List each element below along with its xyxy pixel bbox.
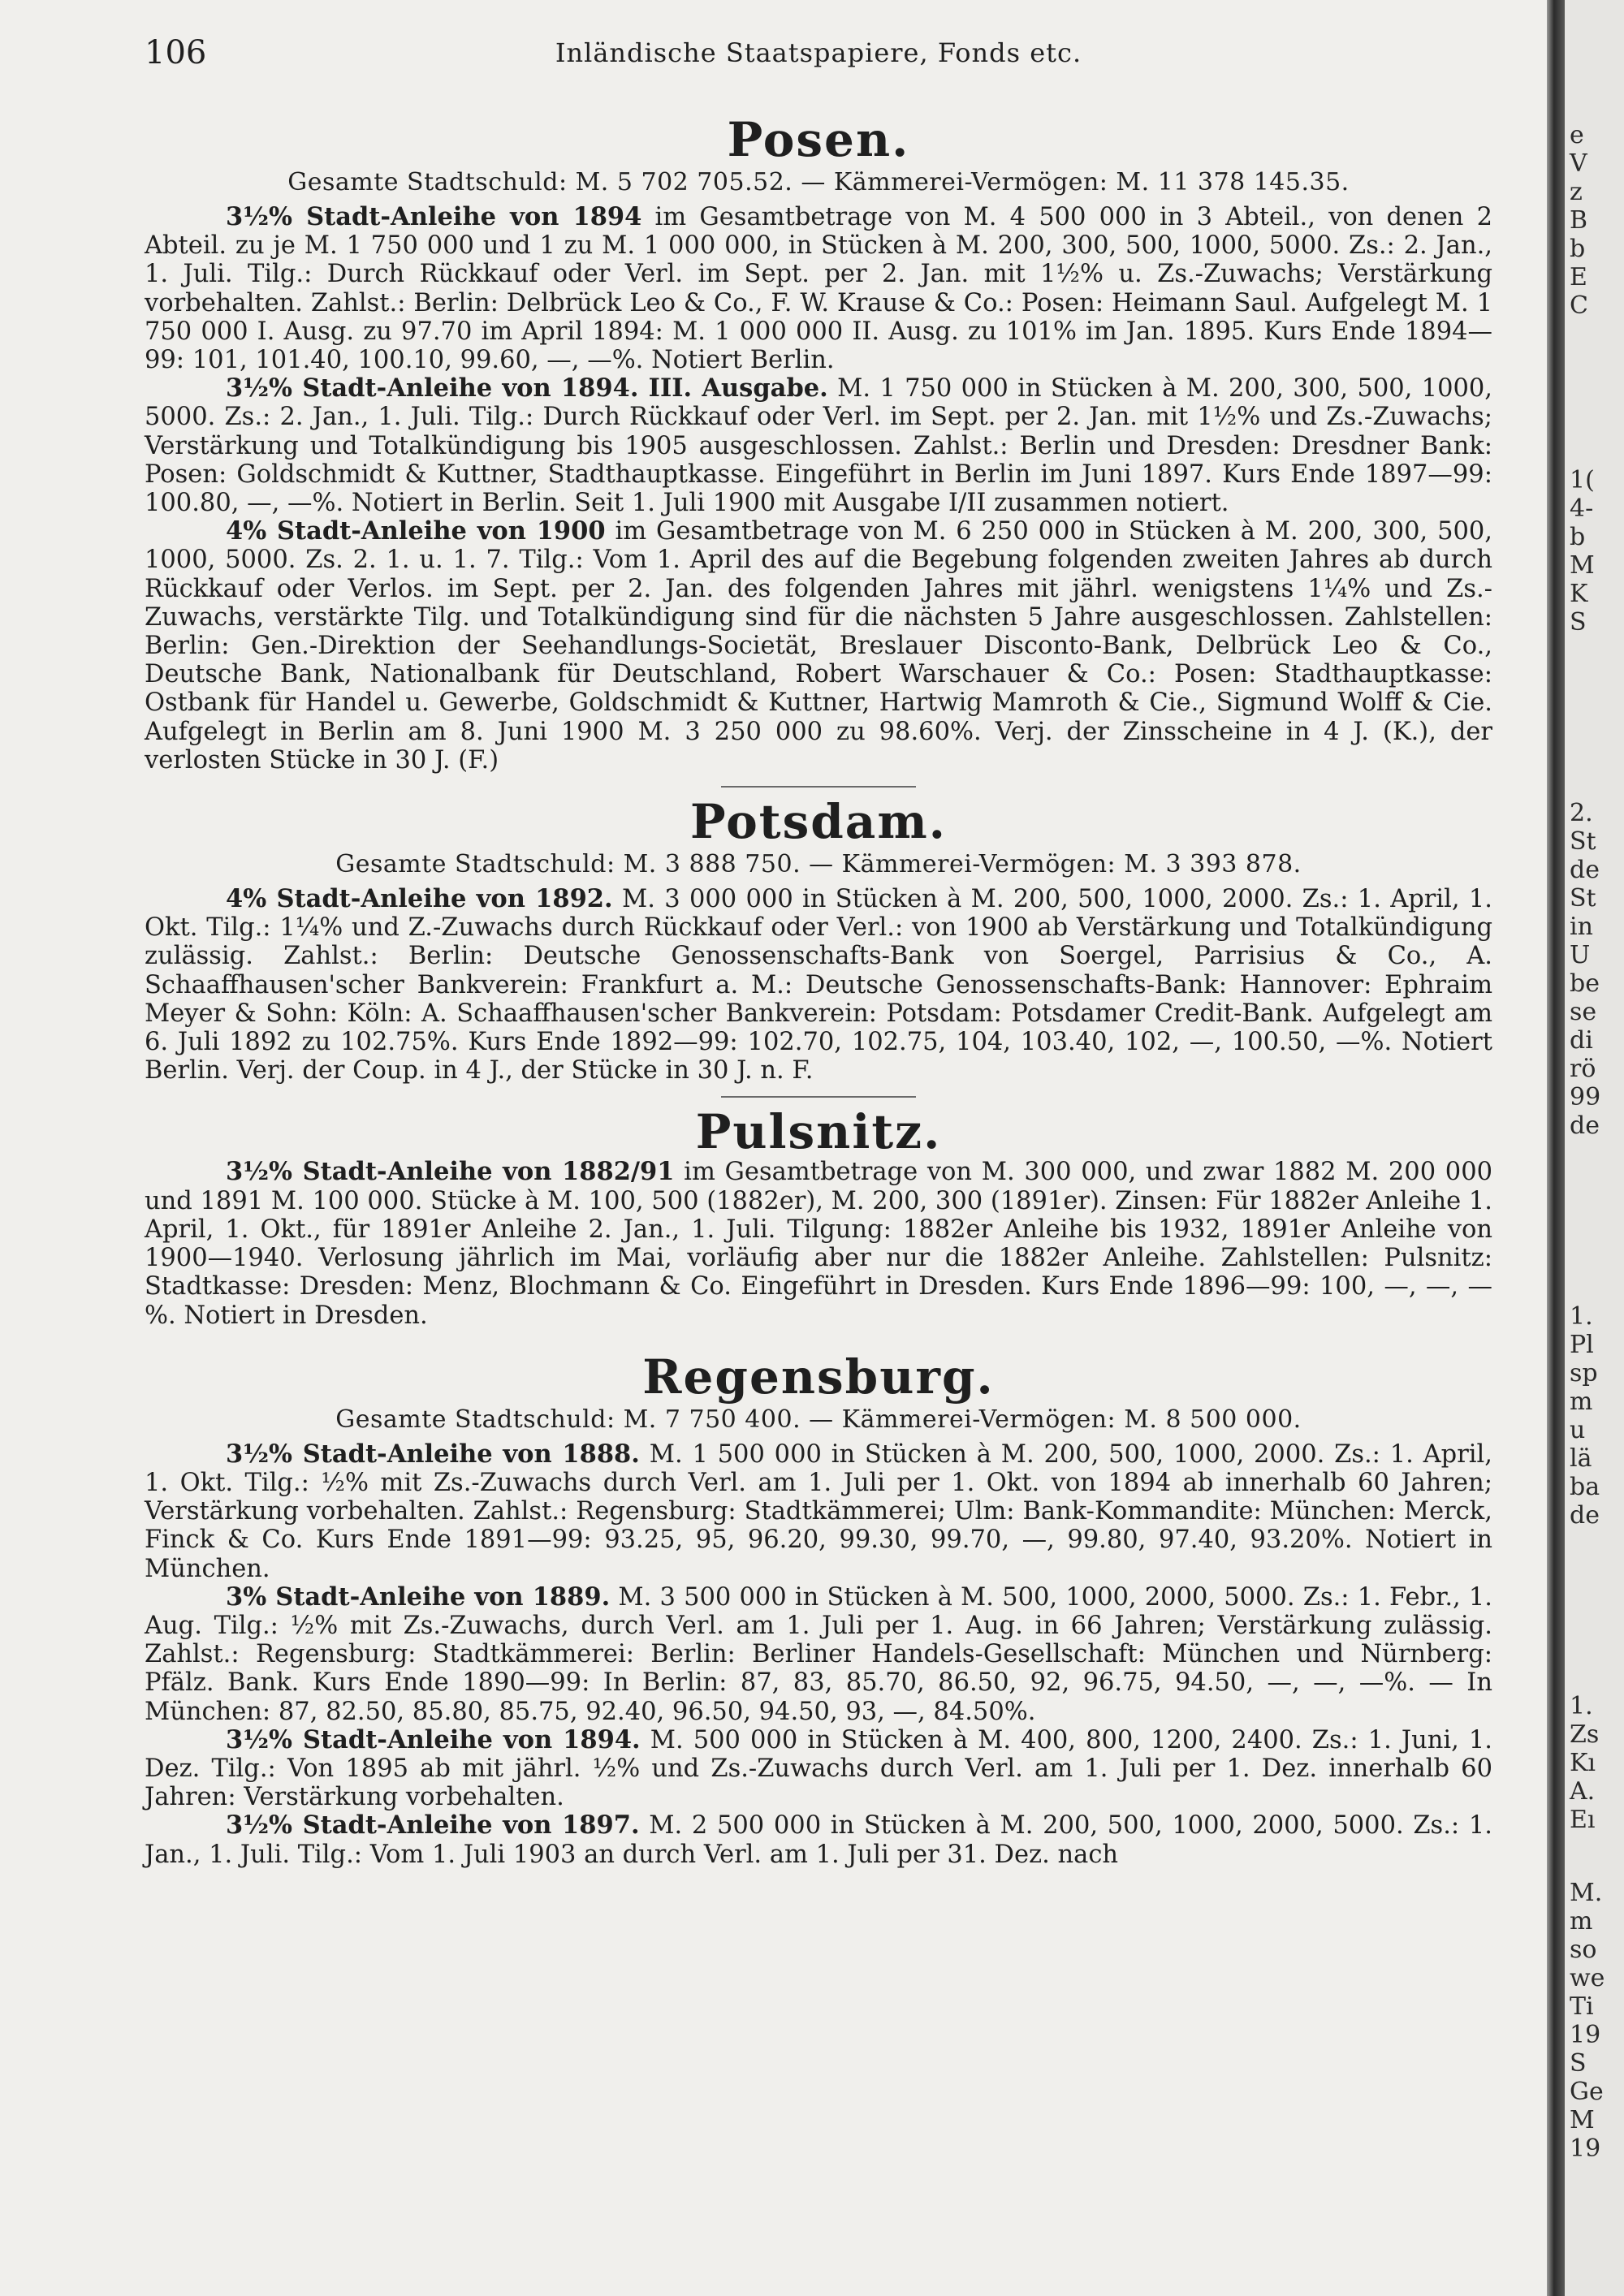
adjacent-page-fragment: we [1570, 1964, 1605, 1992]
adjacent-page-fragment: S [1570, 608, 1587, 637]
adjacent-page-fragment: lä [1570, 1444, 1592, 1473]
city-heading: Regensburg. [642, 1349, 995, 1405]
adjacent-page-fragment: 2. [1570, 799, 1593, 827]
adjacent-page-fragment: in [1570, 913, 1593, 941]
city-heading: Pulsnitz. [695, 1104, 942, 1160]
adjacent-page-fragment: Eı [1570, 1806, 1596, 1834]
adjacent-page-fragment: C [1570, 291, 1588, 320]
section-regensburg [145, 1351, 1492, 1869]
bond-entry [145, 1811, 1492, 1868]
bond-details: im Gesamtbetrage von M. 6 250 000 in Stücken à M. 200, 300, 500, 1000, 5000. Zs. 2. 1. u. 1. 7. Tilg.: Vom 1. April des auf die Begebung folgenden zweiten Jahres ab durch Rückkauf oder Verlos. im Sept. per 2. Jan. des folgenden Jahres mit jährl. wenigstens 1¼% und Zs.-Zuwachs, verstärkte Tilg. und Totalkündigung sind für die nächsten 5 Jahre ausgeschlossen. Zahlstellen: Berlin: Gen.-Direktion der Seehandlungs-Societät, Breslauer Disconto-Bank, Delbrück Leo & Co., Deutsche Bank, Nationalbank für Deutschland, Robert Warschauer & Co.: Posen: Stadthauptkasse: Ostbank für Handel u. Gewerbe, Goldschmidt & Kuttner, Hartwig Mamroth & Cie., Sigmund Wolff & Cie. Aufgelegt in Berlin am 8. Juni 1900 M. 3 250 000 zu 98.60%. Verj. der Zinsscheine in 4 J. (K.), der verlosten Stücke in 30 J. (F.) [145, 517, 1492, 775]
city-heading: Potsdam. [690, 794, 947, 850]
bond-title: 3½% Stadt-Anleihe von 1894. [226, 1724, 641, 1754]
adjacent-page-fragment: K [1570, 580, 1588, 608]
adjacent-page-fragment: u [1570, 1416, 1586, 1444]
adjacent-page-fragment: V [1570, 149, 1587, 178]
adjacent-page-fragment: de [1570, 1111, 1600, 1140]
adjacent-page-fragment: b [1570, 523, 1586, 551]
bond-details: im Gesamtbetrage von M. 300 000, und zwar 1882 M. 200 000 und 1891 M. 100 000. Stücke à M. 100, 500 (1882er), M. 200, 300 (1891er). Zinsen: Für 1882er Anleihe 1. April, 1. Okt., für 1891er Anleihe 2. Jan., 1. Juli. Tilgung: 1882er Anleihe bis 1932, 1891er Anleihe von 1900—1940. Verlosung jährlich im Mai, vorläufig aber nur die 1882er Anleihe. Zahlstellen: Pulsnitz: Stadtkasse: Dresden: Menz, Blochmann & Co. Eingeführt in Dresden. Kurs Ende 1896—99: 100, —, —, —%. Notiert in Dresden. [145, 1158, 1492, 1330]
bond-entry [145, 374, 1492, 517]
bond-title: 3½% Stadt-Anleihe von 1894 [226, 202, 642, 231]
running-title: Inländische Staatspapiere, Fonds etc. [555, 37, 1082, 68]
adjacent-page-fragment: 19 [1570, 2134, 1601, 2163]
bond-details: M. 1 750 000 in Stücken à M. 200, 300, 500, 1000, 5000. Zs.: 2. Jan., 1. Juli. Tilg.: Durch Rückkauf oder Verl. im Sept. per 2. Jan. mit 1½% und Zs.-Zuwachs; Verstärkung und Totalkündigung bis 1905 ausgeschlossen. Zahlst.: Berlin und Dresden: Dresdner Bank: Posen: Goldschmidt & Kuttner, Stadthauptkasse. Eingeführt in Berlin im Juni 1897. Kurs Ende 1897—99: 100.80, —, —%. Notiert in Berlin. Seit 1. Juli 1900 mit Ausgabe I/II zusammen notiert. [145, 374, 1492, 518]
page-content [145, 114, 1492, 1869]
section-divider [721, 786, 916, 788]
adjacent-page-fragment: de [1570, 1501, 1600, 1530]
adjacent-page-edge [1565, 0, 1624, 2296]
adjacent-page-fragment: 1. [1570, 1692, 1593, 1720]
adjacent-page-fragment: Ge [1570, 2078, 1604, 2106]
adjacent-page-fragment: 1. [1570, 1302, 1593, 1331]
adjacent-page-fragment: Ti [1570, 1992, 1594, 2021]
city-debt-summary: Gesamte Stadtschuld: M. 5 702 705.52. — Kämmerei-Vermögen: M. 11 378 145.35. [287, 168, 1350, 196]
adjacent-page-fragment: B [1570, 206, 1588, 235]
adjacent-page-fragment: se [1570, 998, 1597, 1026]
city-heading: Posen. [727, 112, 910, 167]
adjacent-page-fragment: z [1570, 178, 1583, 206]
adjacent-page-fragment: 99 [1570, 1083, 1601, 1111]
adjacent-page-fragment: e [1570, 121, 1584, 149]
bond-title: 3% Stadt-Anleihe von 1889. [226, 1582, 611, 1612]
adjacent-page-fragment: Zs [1570, 1720, 1600, 1749]
bond-details: M. 1 500 000 in Stücken à M. 200, 500, 1000, 2000. Zs.: 1. April, 1. Okt. Tilg.: ½% mit Zs.-Zuwachs durch Verl. am 1. Juli per 1. Okt. von 1894 ab innerhalb 60 Jahren; Verstärkung vorbehalten. Zahlst.: Regensburg: Stadtkämmerei; Ulm: Bank-Kommandite: München: Merck, Finck & Co. Kurs Ende 1891—99: 93.25, 95, 96.20, 99.30, 99.70, —, 99.80, 97.40, 93.20%. Notiert in München. [145, 1439, 1492, 1583]
book-gutter [1547, 0, 1565, 2296]
bond-title: 3½% Stadt-Anleihe von 1897. [226, 1810, 640, 1841]
adjacent-page-fragment: so [1570, 1936, 1597, 1964]
adjacent-page-fragment: A. [1570, 1777, 1596, 1806]
bond-title: 3½% Stadt-Anleihe von 1894. III. Ausgabe. [226, 373, 828, 404]
adjacent-page-fragment: 19 [1570, 2021, 1601, 2049]
adjacent-page-fragment: Kı [1570, 1749, 1596, 1777]
bond-details: M. 2 500 000 in Stücken à M. 200, 500, 1000, 2000, 5000. Zs.: 1. Jan., 1. Juli. Tilg.: Vom 1. Juli 1903 an durch Verl. am 1. Juli per 31. Dez. nach [145, 1811, 1492, 1869]
adjacent-page-fragment: ba [1570, 1473, 1600, 1501]
bond-entry [145, 885, 1492, 1085]
adjacent-page-fragment: E [1570, 263, 1587, 291]
section-posen [145, 114, 1492, 788]
adjacent-page-fragment: M [1570, 2106, 1595, 2134]
section-pulsnitz [145, 1106, 1492, 1329]
bond-details: im Gesamtbetrage von M. 4 500 000 in 3 Abteil., von denen 2 Abteil. zu je M. 1 750 000 und 1 zu M. 1 000 000, in Stücken à M. 200, 300, 500, 1000, 5000. Zs.: 2. Jan., 1. Juli. Tilg.: Durch Rückkauf oder Verl. im Sept. per 2. Jan. mit 1½% u. Zs.-Zuwachs; Verstärkung vorbehalten. Zahlst.: Berlin: Delbrück Leo & Co., F. W. Krause & Co.: Posen: Heimann Saul. Aufgelegt M. 1 750 000 I. Ausg. zu 97.70 im April 1894: M. 1 000 000 II. Ausg. zu 101% im Jan. 1895. Kurs Ende 1894—99: 101, 101.40, 100.10, 99.60, —, —%. Notiert Berlin. [145, 203, 1492, 375]
adjacent-page-fragment: di [1570, 1026, 1593, 1055]
bond-title: 4% Stadt-Anleihe von 1900 [226, 516, 606, 546]
bond-entry [145, 1440, 1492, 1583]
bond-title: 3½% Stadt-Anleihe von 1888. [226, 1439, 640, 1469]
bond-title: 4% Stadt-Anleihe von 1892. [226, 884, 613, 914]
adjacent-page-fragment: sp [1570, 1359, 1598, 1388]
adjacent-page-fragment: U [1570, 941, 1591, 969]
adjacent-page-fragment: b [1570, 235, 1586, 263]
bond-entry [145, 517, 1492, 775]
bond-entry [145, 1726, 1492, 1812]
bond-details: M. 3 500 000 in Stücken à M. 500, 1000, 2000, 5000. Zs.: 1. Febr., 1. Aug. Tilg.: ½% mit Zs.-Zuwachs, durch Verl. am 1. Juli per 1. Aug. in 66 Jahren; Verstärkung zulässig. Zahlst.: Regensburg: Stadtkämmerei: Berlin: Berliner Handels-Gesellschaft: München und Nürnberg: Pfälz. Bank. Kurs Ende 1890—99: In Berlin: 87, 83, 85.70, 86.50, 92, 96.75, 94.50, —, —, —%. — In München: 87, 82.50, 85.80, 85.75, 92.40, 96.50, 94.50, 93, —, 84.50%. [145, 1582, 1492, 1726]
adjacent-page-fragment: rö [1570, 1055, 1596, 1083]
bond-title: 3½% Stadt-Anleihe von 1882/91 [226, 1157, 675, 1187]
adjacent-page-fragment: 4- [1570, 494, 1594, 523]
bond-entry [145, 1583, 1492, 1726]
adjacent-page-fragment: M [1570, 551, 1595, 580]
page-number: 106 [145, 34, 207, 71]
city-debt-summary: Gesamte Stadtschuld: M. 7 750 400. — Kämmerei-Vermögen: M. 8 500 000. [335, 1405, 1302, 1434]
adjacent-page-fragment: de [1570, 856, 1600, 884]
adjacent-page-fragment: S [1570, 2049, 1587, 2078]
adjacent-page-fragment: M. [1570, 1879, 1603, 1907]
bond-details: M. 500 000 in Stücken à M. 400, 800, 1200, 2400. Zs.: 1. Juni, 1. Dez. Tilg.: Von 1895 ab mit jährl. ½% und Zs.-Zuwachs durch Verl. am 1. Juli per 1. Dez. innerhalb 60 Jahren: Verstärkung vorbehalten. [145, 1725, 1492, 1812]
adjacent-page-fragment: 1( [1570, 466, 1595, 494]
adjacent-page-fragment: m [1570, 1907, 1593, 1936]
bond-details: M. 3 000 000 in Stücken à M. 200, 500, 1000, 2000. Zs.: 1. April, 1. Okt. Tilg.: 1¼% und Z.-Zuwachs durch Rückkauf oder Verl.: von 1900 ab Verstärkung und Totalkündigung zulässig. Zahlst.: Berlin: Deutsche Genossenschafts-Bank von Soergel, Parrisius & Co., A. Schaaffhausen'scher Bankverein: Frankfurt a. M.: Deutsche Genossenschafts-Bank: Hannover: Ephraim Meyer & Sohn: Köln: A. Schaaffhausen'scher Bankverein: Potsdam: Potsdamer Credit-Bank. Aufgelegt am 6. Juli 1892 zu 102.75%. Kurs Ende 1892—99: 102.70, 102.75, 104, 103.40, 102, —, 100.50, —%. Notiert Berlin. Verj. der Coup. in 4 J., der Stücke in 30 J. n. F. [145, 885, 1492, 1085]
bond-entry [145, 1158, 1492, 1329]
city-debt-summary: Gesamte Stadtschuld: M. 3 888 750. — Kämmerei-Vermögen: M. 3 393 878. [335, 850, 1302, 879]
adjacent-page-fragment: Pl [1570, 1331, 1594, 1359]
adjacent-page-fragment: m [1570, 1388, 1593, 1416]
adjacent-page-fragment: St [1570, 884, 1596, 913]
page-header [145, 34, 1492, 75]
bond-entry [145, 203, 1492, 374]
section-potsdam [145, 796, 1492, 1098]
adjacent-page-fragment: St [1570, 827, 1596, 856]
section-divider [721, 1096, 916, 1098]
adjacent-page-fragment: be [1570, 969, 1600, 998]
